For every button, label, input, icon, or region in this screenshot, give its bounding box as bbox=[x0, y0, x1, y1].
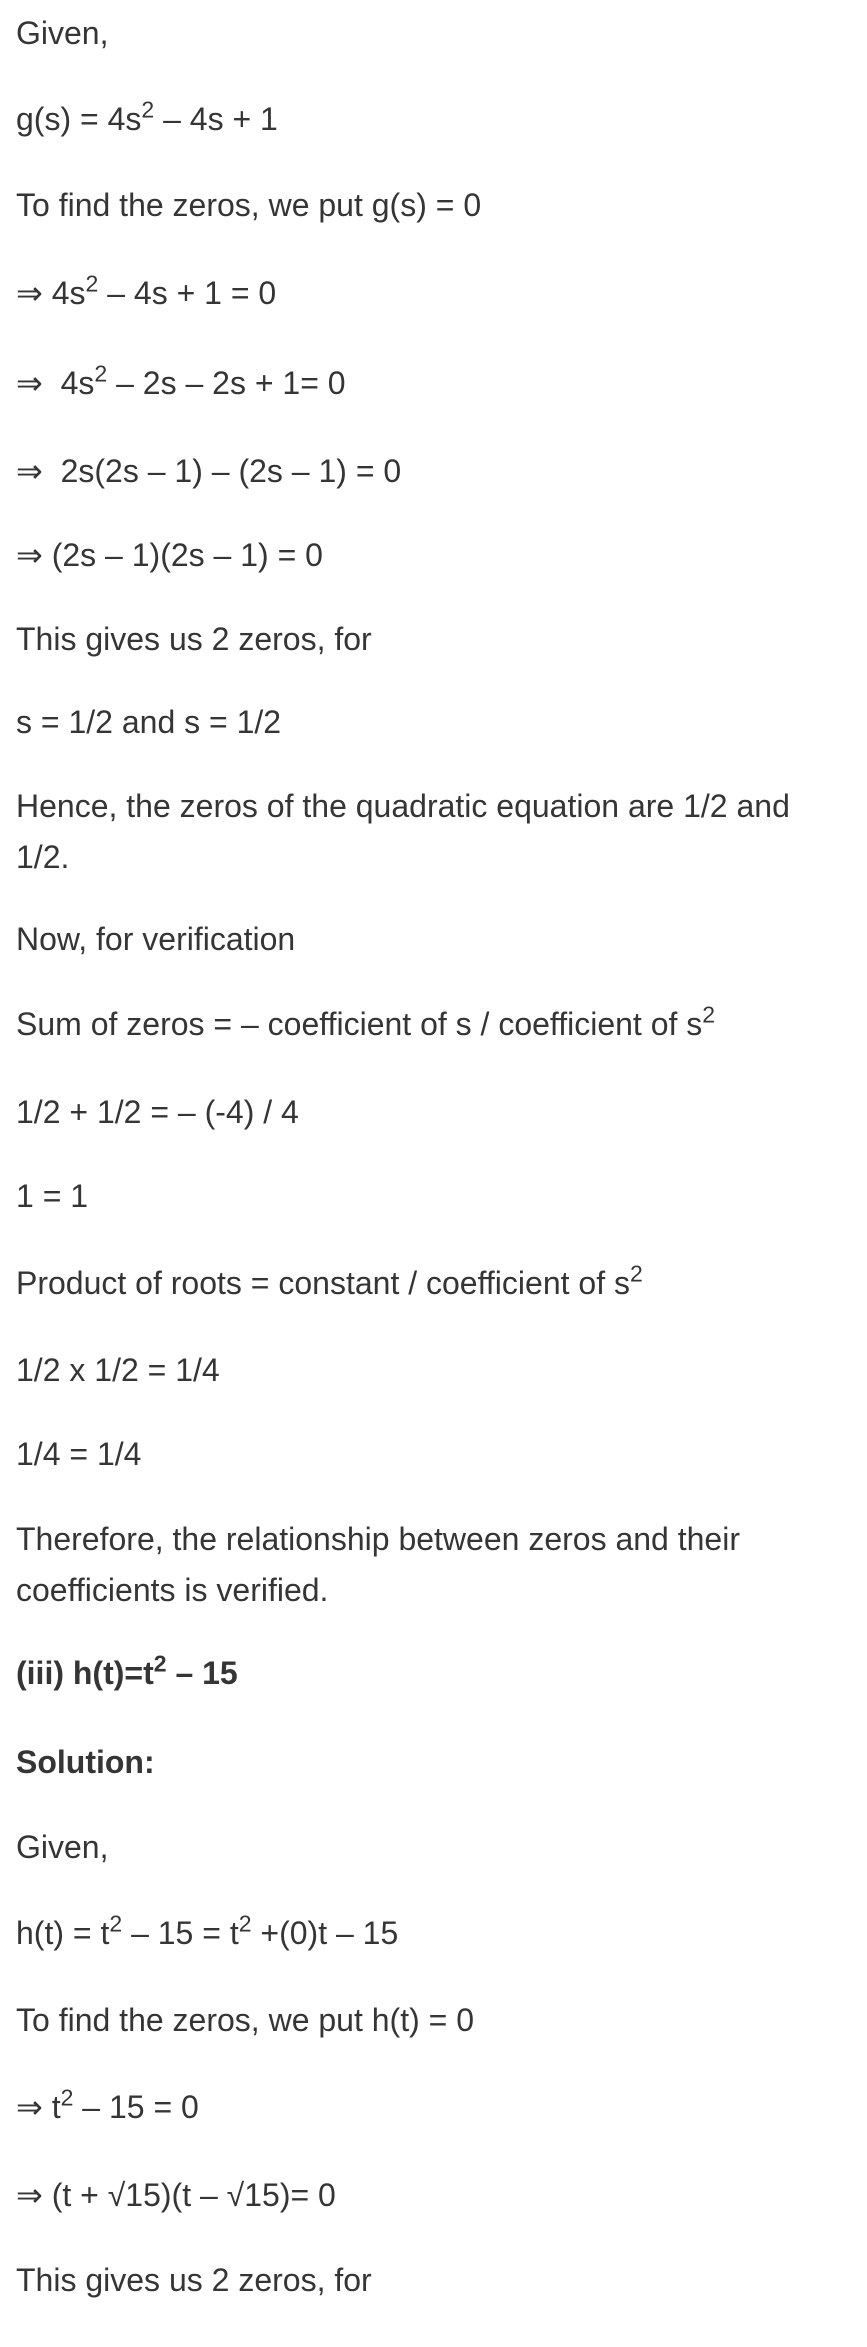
superscript: 2 bbox=[94, 360, 108, 387]
text-segment: – 4s + 1 bbox=[154, 101, 278, 137]
text-line bbox=[16, 914, 851, 965]
text-line bbox=[16, 446, 851, 497]
text-segment: s = 1/2 and s = 1/2 bbox=[16, 704, 282, 740]
text-line bbox=[16, 614, 851, 665]
text-segment: – 15 = 0 bbox=[73, 2089, 199, 2125]
solution-document bbox=[0, 8, 867, 2306]
superscript: 2 bbox=[702, 1001, 716, 1028]
text-line bbox=[16, 2082, 851, 2133]
text-segment: ⇒ (t + √15)(t – √15)= 0 bbox=[16, 2177, 336, 2213]
text-segment: 1 = 1 bbox=[16, 1178, 89, 1214]
text-line bbox=[16, 1908, 851, 1959]
text-segment: 1/2 x 1/2 = 1/4 bbox=[16, 1352, 220, 1388]
text-line bbox=[16, 697, 851, 748]
text-segment: ⇒ 2s(2s – 1) – (2s – 1) = 0 bbox=[16, 453, 402, 489]
text-segment: ⇒ 4s bbox=[16, 365, 95, 401]
text-segment: Therefore, the relationship between zeros and their coefficients is verified. bbox=[16, 1521, 749, 1608]
text-segment: Sum of zeros = – coefficient of s / coefficient of s bbox=[16, 1006, 703, 1042]
superscript: 2 bbox=[85, 270, 99, 297]
text-line bbox=[16, 1087, 851, 1138]
text-segment: ⇒ t bbox=[16, 2089, 61, 2125]
text-segment: (iii) h(t)=t bbox=[16, 1655, 154, 1691]
text-line bbox=[16, 781, 851, 883]
text-line bbox=[16, 2255, 851, 2306]
text-line bbox=[16, 2170, 851, 2221]
text-line bbox=[16, 999, 851, 1050]
text-line bbox=[16, 1514, 851, 1616]
text-segment: – 4s + 1 = 0 bbox=[98, 275, 277, 311]
text-segment: Solution: bbox=[16, 1744, 155, 1780]
text-line bbox=[16, 8, 851, 59]
text-line bbox=[16, 1171, 851, 1222]
text-segment: ⇒ 4s bbox=[16, 275, 86, 311]
heading-line bbox=[16, 1737, 851, 1788]
text-segment: – 15 bbox=[166, 1655, 238, 1691]
text-segment: Given, bbox=[16, 1829, 109, 1865]
text-segment: h(t) = t bbox=[16, 1915, 110, 1951]
text-segment: g(s) = 4s bbox=[16, 101, 142, 137]
text-line bbox=[16, 1822, 851, 1873]
superscript: 2 bbox=[629, 1260, 643, 1287]
text-segment: 1/4 = 1/4 bbox=[16, 1436, 142, 1472]
text-segment: To find the zeros, we put g(s) = 0 bbox=[16, 187, 482, 223]
text-line bbox=[16, 94, 851, 145]
text-line bbox=[16, 530, 851, 581]
superscript: 2 bbox=[153, 1650, 167, 1677]
text-segment: This gives us 2 zeros, for bbox=[16, 621, 372, 657]
text-segment: +(0)t – 15 bbox=[251, 1915, 399, 1951]
text-segment: To find the zeros, we put h(t) = 0 bbox=[16, 2002, 475, 2038]
text-segment: – 2s – 2s + 1= 0 bbox=[107, 365, 346, 401]
text-line bbox=[16, 180, 851, 231]
text-line bbox=[16, 1995, 851, 2046]
text-line bbox=[16, 358, 851, 409]
superscript: 2 bbox=[60, 2084, 74, 2111]
text-line bbox=[16, 268, 851, 319]
text-segment: Given, bbox=[16, 15, 109, 51]
text-segment: Now, for verification bbox=[16, 921, 296, 957]
text-segment: Product of roots = constant / coefficient of s bbox=[16, 1265, 630, 1301]
heading-line bbox=[16, 1648, 851, 1699]
text-line bbox=[16, 1345, 851, 1396]
text-line bbox=[16, 1429, 851, 1480]
text-segment: This gives us 2 zeros, for bbox=[16, 2262, 372, 2298]
superscript: 2 bbox=[141, 96, 155, 123]
text-segment: – 15 = t bbox=[122, 1915, 239, 1951]
text-segment: Hence, the zeros of the quadratic equation are 1/2 and 1/2. bbox=[16, 788, 799, 875]
superscript: 2 bbox=[238, 1910, 252, 1937]
text-line bbox=[16, 1258, 851, 1309]
text-segment: ⇒ (2s – 1)(2s – 1) = 0 bbox=[16, 537, 323, 573]
text-segment: 1/2 + 1/2 = – (-4) / 4 bbox=[16, 1094, 299, 1130]
superscript: 2 bbox=[109, 1910, 123, 1937]
